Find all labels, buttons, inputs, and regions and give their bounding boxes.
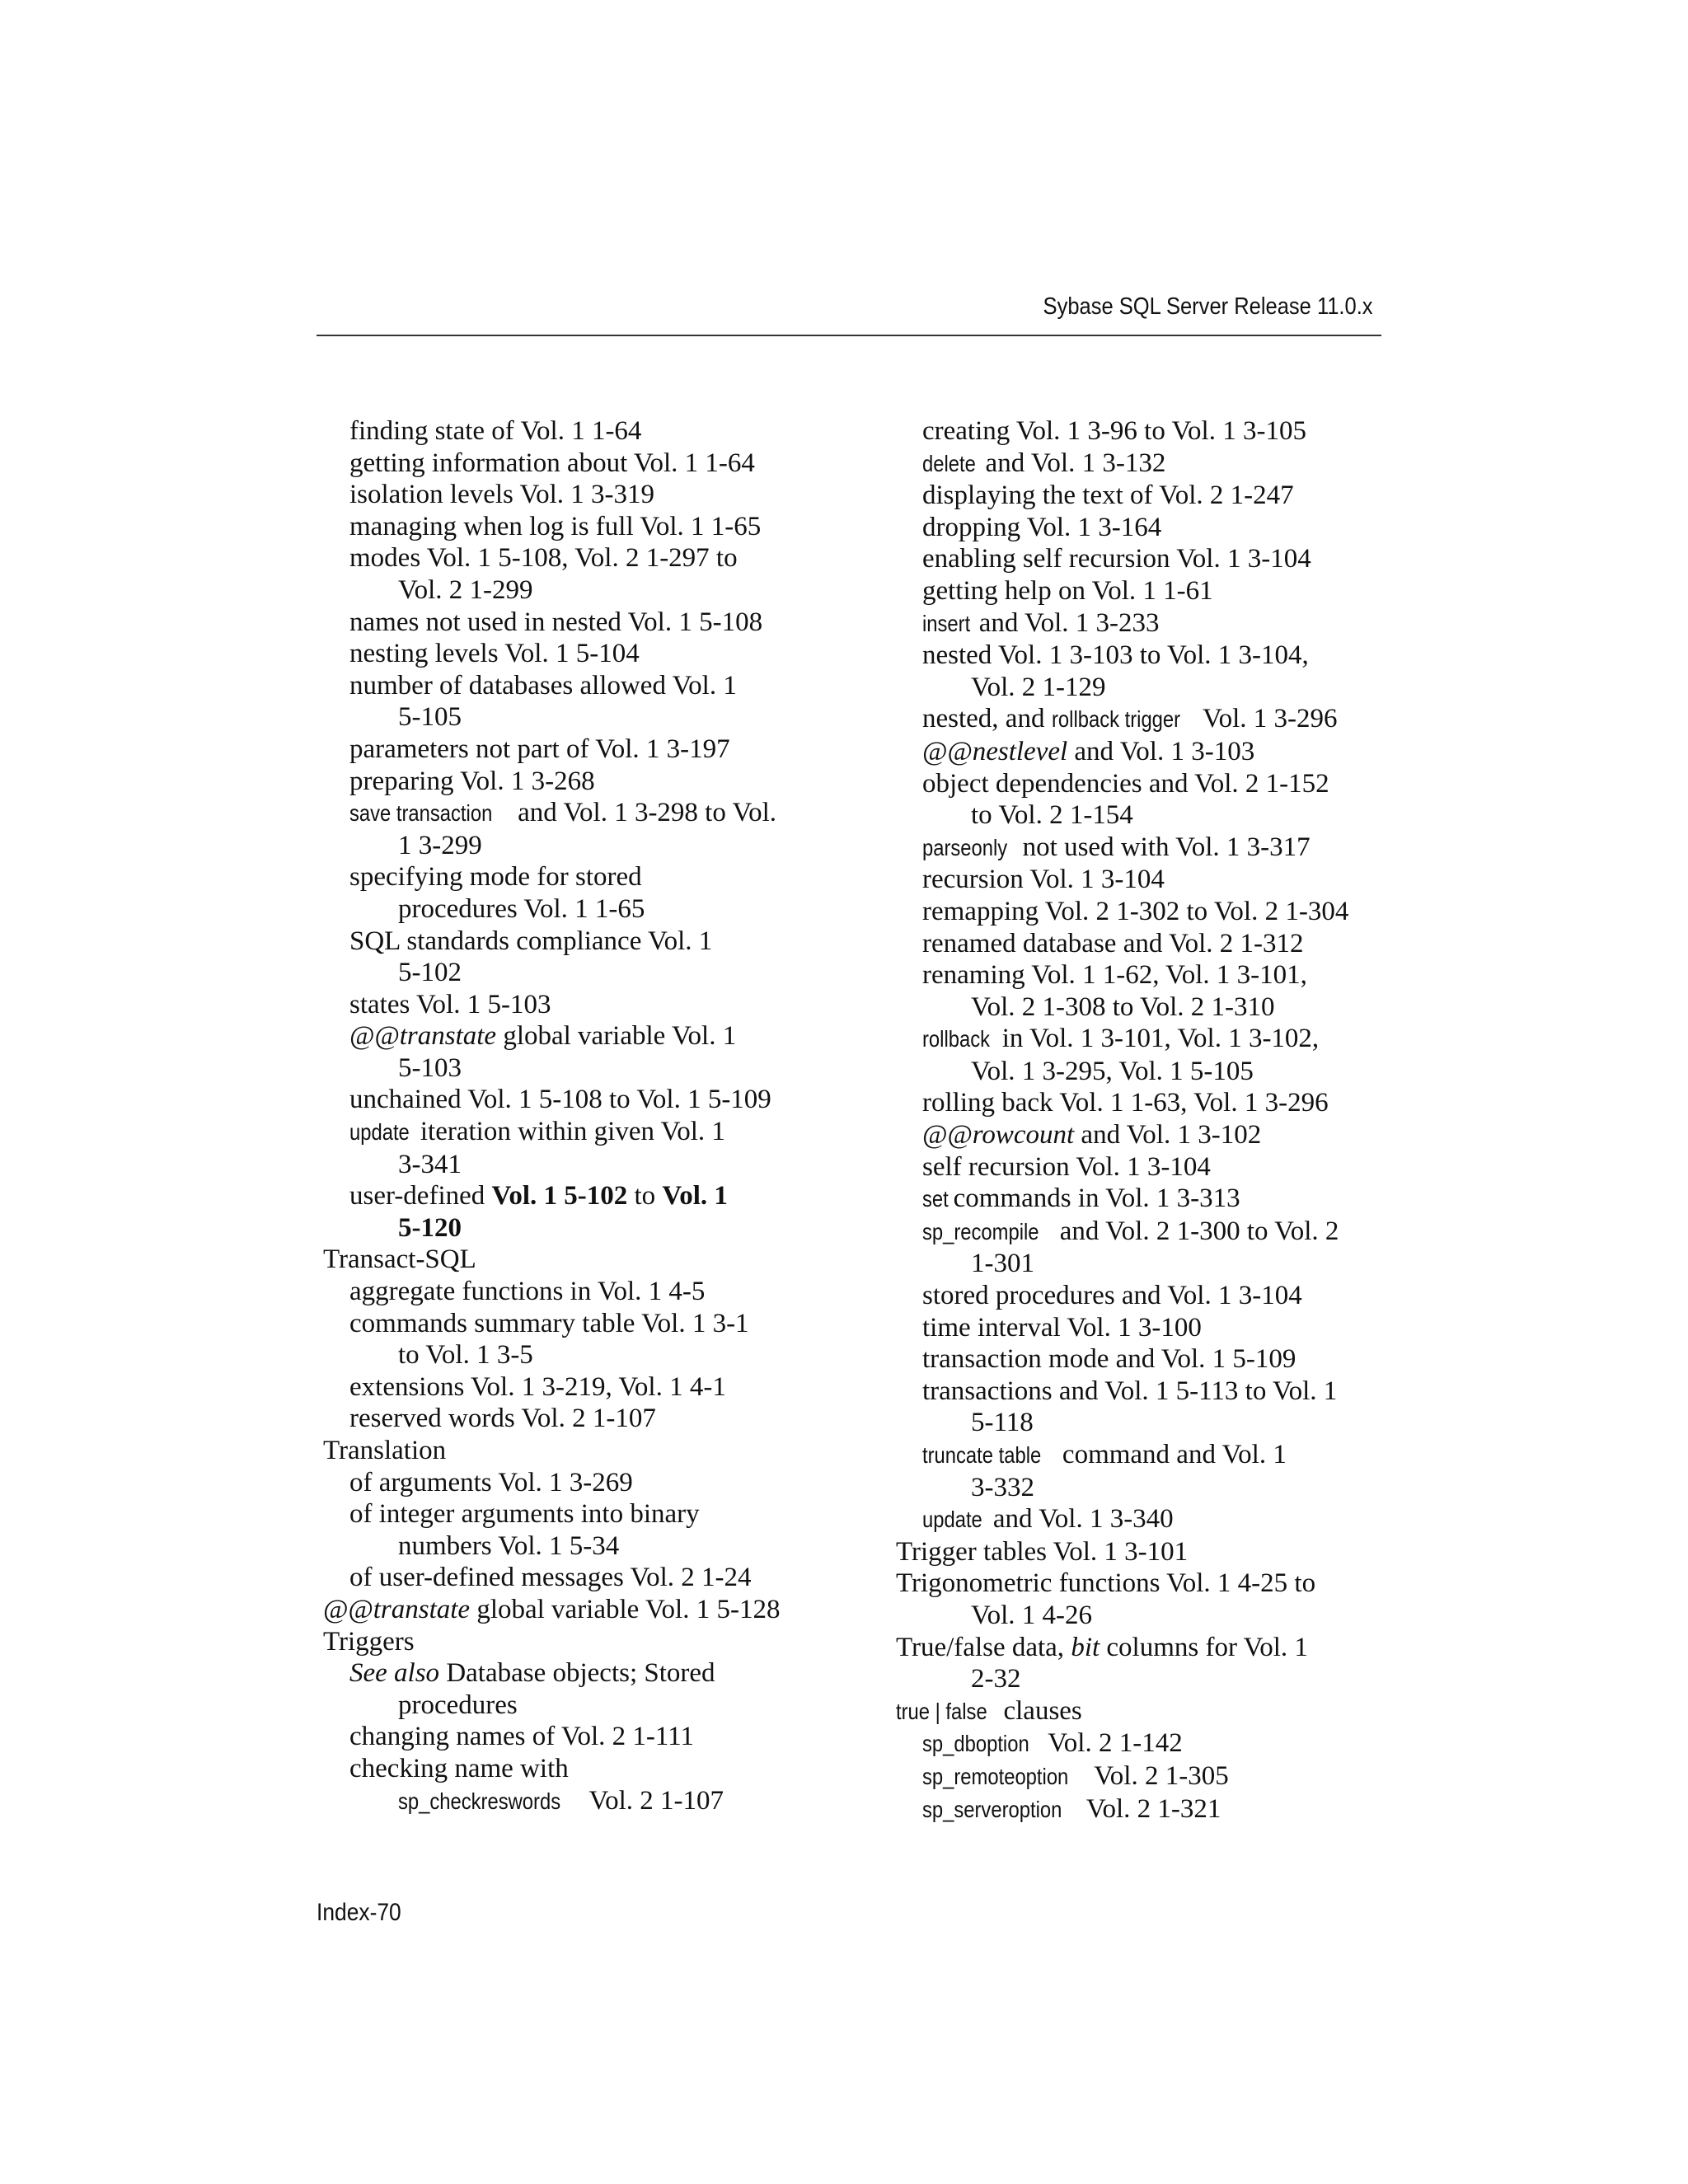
entry-text: Vol. 1 3-295, Vol. 1 5-105 [971,1056,1254,1086]
entry-text: object dependencies and Vol. 2 1-152 [922,768,1329,799]
entry-text: numbers Vol. 1 5-34 [398,1530,620,1561]
italic-term: @@transtate [323,1594,471,1624]
index-subentry [323,1371,851,1404]
entry-text: of integer arguments into binary [349,1499,700,1530]
entry-text: transactions and Vol. 1 5-113 to Vol. 1 [922,1376,1338,1406]
bold-reference: Vol. 1 5-102 [491,1181,628,1212]
index-continuation [896,1407,1423,1439]
index-subentry [323,1657,851,1690]
index-continuation [323,574,851,607]
entry-text: Vol. 1 3-296 [1196,704,1338,734]
index-heading [896,1695,1423,1728]
entry-text: getting help on Vol. 1 1-61 [922,575,1213,606]
index-subentry [323,1308,851,1340]
italic-term: @@nestlevel [922,736,1068,766]
entry-text: to [627,1181,663,1212]
index-column-left [323,415,851,1817]
index-subentry [896,1343,1423,1376]
command-term: insert [922,610,971,636]
index-subentry [323,797,851,830]
index-heading [323,1435,851,1467]
entry-text: global variable Vol. 1 [496,1021,737,1052]
index-continuation [323,1212,851,1244]
index-subentry [896,896,1423,928]
entry-text: 2-32 [971,1664,1021,1694]
entry-text: Translation [323,1436,447,1465]
command-term: rollback trigger [1051,706,1180,733]
bold-reference: Vol. 1 [662,1181,728,1212]
entry-text: finding state of Vol. 1 1-64 [349,416,642,446]
entry-text: stored procedures and Vol. 1 3-104 [922,1281,1302,1311]
entry-text: Trigonometric functions Vol. 1 4-25 to [896,1568,1316,1599]
entry-text: and Vol. 1 3-340 [986,1504,1174,1535]
entry-text: enabling self recursion Vol. 1 3-104 [922,544,1311,574]
entry-text: True/false data, [896,1632,1071,1662]
entry-text: procedures [398,1690,518,1720]
index-subentry [896,1503,1423,1536]
page-number: Index-70 [316,1899,401,1926]
running-header [316,290,1381,336]
index-continuation [896,672,1423,704]
index-continuation [323,1149,851,1181]
index-continuation [323,830,851,862]
entry-text: nesting levels Vol. 1 5-104 [349,639,640,669]
index-continuation [896,1663,1423,1695]
entry-text: Database objects; Stored [439,1658,715,1689]
entry-text: and Vol. 1 3-132 [978,448,1166,478]
entry-text: 5-103 [398,1052,462,1083]
index-subentry [323,511,851,543]
index-subentry [896,928,1423,960]
index-subentry [896,1312,1423,1344]
entry-text: remapping Vol. 2 1-302 to Vol. 2 1-304 [922,896,1349,926]
index-subentry [323,542,851,574]
entry-text: transaction mode and Vol. 1 5-109 [922,1344,1296,1375]
command-term: sp_remoteoption [922,1763,1069,1789]
entry-text: nested Vol. 1 3-103 to Vol. 1 3-104, [922,640,1309,671]
entry-text: creating Vol. 1 3-96 to Vol. 1 3-105 [922,416,1306,446]
entry-text: Vol. 2 1-305 [1087,1760,1229,1791]
entry-text: recursion Vol. 1 3-104 [922,865,1165,895]
entry-text: Vol. 2 1-142 [1041,1728,1183,1759]
entry-text: renamed database and Vol. 2 1-312 [922,928,1304,958]
entry-text: aggregate functions in Vol. 1 4-5 [349,1277,706,1307]
entry-text: 3-332 [971,1472,1034,1502]
entry-text: to Vol. 1 3-5 [398,1340,533,1371]
index-subentry [896,1439,1423,1472]
entry-text: names not used in nested Vol. 1 5-108 [349,607,763,637]
entry-text: states Vol. 1 5-103 [349,989,551,1019]
index-subentry [323,1721,851,1753]
command-term: true | false [896,1698,987,1724]
index-continuation [896,1472,1423,1504]
index-heading [323,1626,851,1658]
index-heading [323,1594,851,1626]
index-continuation [323,1052,851,1085]
index-subentry [323,1753,851,1785]
index-subentry [323,1084,851,1116]
entry-text: changing names of Vol. 2 1-111 [349,1722,694,1752]
command-term: save transaction [349,800,493,827]
index-subentry [896,640,1423,672]
entry-text: dropping Vol. 1 3-164 [922,512,1162,542]
command-term: set [922,1186,949,1212]
index-subentry [323,989,851,1021]
index-subentry [896,864,1423,896]
index-subentry [896,1727,1423,1760]
entry-text: and Vol. 1 3-298 to Vol. [510,798,776,828]
index-subentry [896,1760,1423,1793]
index-subentry [323,1403,851,1435]
index-column-right [896,415,1423,1825]
entry-text: Trigger tables Vol. 1 3-101 [896,1536,1189,1567]
entry-text: 5-102 [398,958,462,988]
entry-text: and Vol. 1 3-103 [1067,736,1255,766]
command-term: sp_checkreswords [398,1788,561,1814]
italic-term: bit [1071,1632,1100,1662]
index-subentry [323,766,851,798]
entry-text: clauses [996,1695,1082,1726]
entry-text: 1 3-299 [398,830,482,860]
entry-text: nested, and [922,704,1052,734]
entry-text: 5-118 [971,1408,1034,1438]
command-term: update [349,1119,410,1146]
entry-text: 3-341 [398,1149,462,1179]
index-subentry [323,1562,851,1594]
index-subentry [323,861,851,893]
entry-text: extensions Vol. 1 3-219, Vol. 1 4-1 [349,1371,726,1402]
index-continuation [896,1056,1423,1088]
index-subentry [323,448,851,480]
index-subentry [896,736,1423,768]
entry-text: specifying mode for stored [349,862,642,893]
entry-text: and Vol. 1 3-233 [972,607,1160,638]
index-heading [896,1568,1423,1600]
entry-text: commands in Vol. 1 3-313 [946,1183,1240,1214]
entry-text: displaying the text of Vol. 2 1-247 [922,480,1294,511]
entry-text: time interval Vol. 1 3-100 [922,1312,1202,1343]
index-continuation [896,1248,1423,1280]
index-subentry [896,607,1423,640]
index-subentry [323,1180,851,1212]
index-subentry [896,1119,1423,1151]
entry-text: Vol. 2 1-308 to Vol. 2 1-310 [971,991,1275,1022]
index-subentry [323,1276,851,1308]
index-subentry [323,479,851,511]
index-subentry [896,768,1423,800]
command-term: parseonly [922,834,1008,860]
index-continuation [896,1600,1423,1632]
entry-text: renaming Vol. 1 1-62, Vol. 1 3-101, [922,960,1307,991]
index-subentry [323,1116,851,1149]
entry-text: in Vol. 1 3-101, Vol. 1 3-102, [995,1024,1320,1054]
index-continuation [896,799,1423,832]
command-term: sp_dboption [922,1731,1029,1757]
entry-text: SQL standards compliance Vol. 1 [349,926,713,956]
italic-term: @@transtate [349,1021,497,1052]
entry-text: number of databases allowed Vol. 1 [349,670,737,701]
entry-text: command and Vol. 1 [1055,1440,1287,1469]
index-subentry [896,1087,1423,1119]
entry-text: user-defined [349,1181,492,1212]
index-subentry [896,575,1423,607]
italic-term: See also [349,1658,440,1689]
entry-text: rolling back Vol. 1 1-63, Vol. 1 3-296 [922,1088,1329,1118]
entry-text: of user-defined messages Vol. 2 1-24 [349,1563,752,1593]
index-subentry [896,1376,1423,1408]
index-heading [896,1536,1423,1568]
index-subentry [323,607,851,639]
entry-text: modes Vol. 1 5-108, Vol. 2 1-297 to [349,543,738,574]
entry-text: Vol. 2 1-299 [398,574,533,605]
entry-text: checking name with [349,1753,569,1783]
entry-text: Triggers [323,1626,415,1657]
entry-text: Vol. 2 1-321 [1080,1793,1221,1824]
entry-text: Vol. 1 4-26 [971,1600,1092,1630]
entry-text: reserved words Vol. 2 1-107 [349,1404,656,1434]
entry-text: not used with Vol. 1 3-317 [1015,832,1311,862]
entry-text: global variable Vol. 1 5-128 [470,1594,781,1624]
index-subentry [896,1151,1423,1183]
index-continuation [323,1690,851,1722]
index-subentry [323,638,851,670]
index-subentry [896,543,1423,575]
index-subentry [323,1467,851,1499]
index-subentry [896,959,1423,991]
index-subentry [323,415,851,448]
italic-term: @@rowcount [922,1120,1075,1151]
bold-reference: 5-120 [398,1212,462,1243]
index-heading [323,1244,851,1276]
command-term: sp_recompile [922,1218,1039,1244]
index-subentry [896,703,1423,736]
entry-text: Vol. 2 1-107 [582,1785,724,1816]
index-continuation [323,1785,851,1818]
index-subentry [323,926,851,958]
index-subentry [896,1023,1423,1056]
index-subentry [896,1793,1423,1826]
entry-text: parameters not part of Vol. 1 3-197 [349,733,730,764]
command-term: sp_serveroption [922,1796,1062,1822]
entry-text: getting information about Vol. 1 1-64 [349,448,755,478]
index-subentry [896,480,1423,512]
entry-text: unchained Vol. 1 5-108 to Vol. 1 5-109 [349,1085,771,1115]
entry-text: and Vol. 2 1-300 to Vol. 2 [1053,1216,1339,1246]
index-subentry [323,1498,851,1530]
index-subentry [896,832,1423,865]
index-continuation [323,957,851,989]
index-heading [896,1632,1423,1664]
entry-text: columns for Vol. 1 [1100,1632,1308,1662]
command-term: update [922,1507,982,1533]
index-subentry [323,670,851,702]
command-term: truncate table [922,1442,1042,1468]
entry-text: procedures Vol. 1 1-65 [398,893,645,924]
entry-text: Vol. 2 1-129 [971,672,1106,702]
entry-text: and Vol. 1 3-102 [1074,1120,1262,1151]
entry-text: 1-301 [971,1249,1034,1279]
header-title: Sybase SQL Server Release 11.0.x [1043,293,1373,320]
index-subentry [896,1183,1423,1216]
entry-text: commands summary table Vol. 1 3-1 [349,1308,749,1338]
command-term: delete [922,450,976,476]
index-subentry [896,415,1423,448]
entry-text: Transact-SQL [323,1244,476,1275]
command-term: rollback [922,1026,991,1052]
entry-text: of arguments Vol. 1 3-269 [349,1467,633,1497]
index-subentry [323,733,851,766]
entry-text: self recursion Vol. 1 3-104 [922,1151,1211,1182]
index-subentry [896,512,1423,544]
entry-text: iteration within given Vol. 1 [413,1117,725,1147]
index-continuation [323,1339,851,1371]
index-subentry [323,1020,851,1052]
entry-text: isolation levels Vol. 1 3-319 [349,480,655,510]
index-continuation [323,1530,851,1563]
index-subentry [896,448,1423,480]
entry-text: to Vol. 2 1-154 [971,800,1133,831]
index-subentry [896,1216,1423,1249]
index-continuation [323,893,851,926]
index-subentry [896,1280,1423,1312]
index-continuation [323,701,851,733]
entry-text: managing when log is full Vol. 1 1-65 [349,511,762,541]
entry-text: preparing Vol. 1 3-268 [349,766,595,796]
entry-text: 5-105 [398,702,462,733]
index-continuation [896,991,1423,1024]
